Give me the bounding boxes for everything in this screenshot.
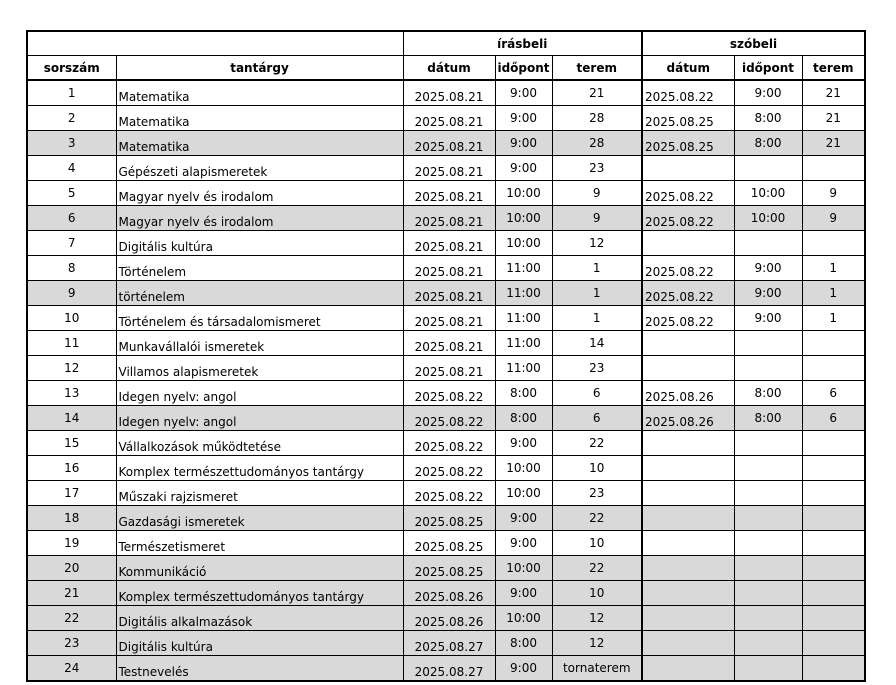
cell-oral-room: 21	[802, 131, 865, 156]
cell-oral-time	[734, 656, 802, 682]
cell-subject: Matematika	[116, 131, 403, 156]
cell-written-time: 8:00	[495, 631, 552, 656]
cell-index: 6	[27, 206, 116, 231]
cell-written-time: 11:00	[495, 281, 552, 306]
cell-written-room: 28	[552, 106, 642, 131]
cell-index: 1	[27, 80, 116, 106]
cell-index: 20	[27, 556, 116, 581]
cell-subject: Idegen nyelv: angol	[116, 381, 403, 406]
cell-oral-room	[802, 631, 865, 656]
table-row	[27, 206, 865, 231]
cell-subject: Gépészeti alapismeretek	[116, 156, 403, 181]
cell-written-date: 2025.08.21	[403, 156, 495, 181]
cell-oral-room	[802, 356, 865, 381]
cell-written-time: 10:00	[495, 206, 552, 231]
cell-subject: Matematika	[116, 80, 403, 106]
cell-written-time: 11:00	[495, 356, 552, 381]
table-row	[27, 256, 865, 281]
cell-oral-room	[802, 331, 865, 356]
col-header-index: sorszám	[27, 56, 116, 81]
cell-oral-room	[802, 481, 865, 506]
cell-oral-room: 6	[802, 406, 865, 431]
cell-subject: Vállalkozások működtetése	[116, 431, 403, 456]
cell-subject: Kommunikáció	[116, 556, 403, 581]
cell-written-time: 9:00	[495, 106, 552, 131]
cell-subject: Történelem	[116, 256, 403, 281]
cell-oral-time: 9:00	[734, 306, 802, 331]
cell-oral-room: 21	[802, 106, 865, 131]
cell-written-date: 2025.08.22	[403, 431, 495, 456]
cell-oral-date	[642, 156, 734, 181]
cell-subject: Idegen nyelv: angol	[116, 406, 403, 431]
cell-written-date: 2025.08.21	[403, 206, 495, 231]
cell-index: 13	[27, 381, 116, 406]
col-header-written-room: terem	[552, 56, 642, 81]
cell-index: 24	[27, 656, 116, 682]
cell-written-date: 2025.08.25	[403, 506, 495, 531]
col-header-oral-date: dátum	[642, 56, 734, 81]
cell-index: 12	[27, 356, 116, 381]
cell-written-date: 2025.08.21	[403, 281, 495, 306]
cell-subject: Természetismeret	[116, 531, 403, 556]
table-row	[27, 656, 865, 682]
cell-written-time: 9:00	[495, 506, 552, 531]
cell-oral-date: 2025.08.22	[642, 80, 734, 106]
cell-oral-room	[802, 231, 865, 256]
cell-written-time: 10:00	[495, 556, 552, 581]
col-header-written-date: dátum	[403, 56, 495, 81]
cell-written-room: 10	[552, 456, 642, 481]
table-row	[27, 556, 865, 581]
cell-written-date: 2025.08.22	[403, 381, 495, 406]
cell-written-time: 10:00	[495, 181, 552, 206]
cell-oral-time	[734, 456, 802, 481]
cell-index: 16	[27, 456, 116, 481]
cell-oral-room	[802, 156, 865, 181]
cell-written-date: 2025.08.22	[403, 456, 495, 481]
cell-index: 11	[27, 331, 116, 356]
cell-written-room: 22	[552, 556, 642, 581]
cell-oral-date	[642, 331, 734, 356]
cell-index: 22	[27, 606, 116, 631]
cell-oral-time: 8:00	[734, 106, 802, 131]
cell-written-room: 12	[552, 631, 642, 656]
cell-oral-room	[802, 606, 865, 631]
cell-oral-room	[802, 531, 865, 556]
cell-written-date: 2025.08.21	[403, 256, 495, 281]
cell-written-room: 1	[552, 281, 642, 306]
cell-written-room: 10	[552, 581, 642, 606]
cell-written-room: 23	[552, 356, 642, 381]
cell-index: 17	[27, 481, 116, 506]
schedule-body	[27, 80, 865, 681]
cell-oral-time	[734, 531, 802, 556]
cell-oral-time	[734, 231, 802, 256]
cell-written-room: 1	[552, 306, 642, 331]
exam-schedule-table	[26, 30, 866, 682]
oral-group-header: szóbeli	[642, 31, 865, 56]
cell-oral-date	[642, 656, 734, 682]
table-row	[27, 281, 865, 306]
cell-index: 15	[27, 431, 116, 456]
cell-written-date: 2025.08.27	[403, 631, 495, 656]
cell-oral-date: 2025.08.25	[642, 106, 734, 131]
cell-oral-time	[734, 331, 802, 356]
cell-oral-date	[642, 531, 734, 556]
cell-oral-date	[642, 581, 734, 606]
cell-subject: Komplex természettudományos tantárgy	[116, 456, 403, 481]
cell-oral-room: 1	[802, 306, 865, 331]
cell-oral-time	[734, 556, 802, 581]
cell-written-time: 9:00	[495, 531, 552, 556]
table-row	[27, 80, 865, 106]
cell-oral-time	[734, 481, 802, 506]
cell-written-date: 2025.08.21	[403, 331, 495, 356]
cell-oral-time	[734, 606, 802, 631]
cell-index: 21	[27, 581, 116, 606]
cell-written-room: 22	[552, 431, 642, 456]
cell-written-time: 8:00	[495, 381, 552, 406]
cell-oral-date	[642, 456, 734, 481]
cell-oral-time: 8:00	[734, 131, 802, 156]
cell-subject: Magyar nyelv és irodalom	[116, 206, 403, 231]
cell-written-room: 10	[552, 531, 642, 556]
cell-written-room: 21	[552, 80, 642, 106]
cell-written-room: tornaterem	[552, 656, 642, 682]
cell-written-room: 28	[552, 131, 642, 156]
cell-written-time: 9:00	[495, 431, 552, 456]
cell-oral-room	[802, 581, 865, 606]
cell-index: 2	[27, 106, 116, 131]
cell-subject: Történelem és társadalomismeret	[116, 306, 403, 331]
cell-oral-room: 1	[802, 256, 865, 281]
cell-oral-room: 9	[802, 206, 865, 231]
cell-subject: Villamos alapismeretek	[116, 356, 403, 381]
cell-written-time: 9:00	[495, 581, 552, 606]
table-row	[27, 181, 865, 206]
cell-written-time: 10:00	[495, 456, 552, 481]
cell-oral-time: 9:00	[734, 256, 802, 281]
table-row	[27, 331, 865, 356]
cell-subject: Digitális kultúra	[116, 231, 403, 256]
cell-written-time: 10:00	[495, 606, 552, 631]
cell-written-time: 9:00	[495, 156, 552, 181]
table-row	[27, 456, 865, 481]
cell-subject: Komplex természettudományos tantárgy	[116, 581, 403, 606]
cell-oral-date	[642, 506, 734, 531]
cell-index: 8	[27, 256, 116, 281]
table-row	[27, 131, 865, 156]
cell-written-date: 2025.08.25	[403, 531, 495, 556]
cell-written-date: 2025.08.21	[403, 306, 495, 331]
cell-subject: Matematika	[116, 106, 403, 131]
cell-oral-date: 2025.08.22	[642, 181, 734, 206]
cell-subject: Magyar nyelv és irodalom	[116, 181, 403, 206]
col-header-subject: tantárgy	[116, 56, 403, 81]
cell-subject: Digitális alkalmazások	[116, 606, 403, 631]
cell-oral-room: 6	[802, 381, 865, 406]
cell-oral-room: 1	[802, 281, 865, 306]
cell-written-room: 6	[552, 406, 642, 431]
cell-oral-room: 21	[802, 80, 865, 106]
cell-oral-time	[734, 431, 802, 456]
cell-written-time: 9:00	[495, 656, 552, 682]
cell-oral-room: 9	[802, 181, 865, 206]
cell-oral-date: 2025.08.22	[642, 306, 734, 331]
cell-oral-time	[734, 631, 802, 656]
cell-index: 23	[27, 631, 116, 656]
table-row	[27, 381, 865, 406]
cell-oral-room	[802, 556, 865, 581]
cell-written-date: 2025.08.26	[403, 606, 495, 631]
cell-oral-date: 2025.08.22	[642, 206, 734, 231]
cell-subject: történelem	[116, 281, 403, 306]
cell-written-room: 1	[552, 256, 642, 281]
cell-written-time: 11:00	[495, 331, 552, 356]
cell-written-room: 9	[552, 181, 642, 206]
cell-oral-date: 2025.08.22	[642, 256, 734, 281]
cell-oral-date: 2025.08.26	[642, 406, 734, 431]
cell-written-date: 2025.08.22	[403, 406, 495, 431]
cell-written-room: 9	[552, 206, 642, 231]
cell-oral-time: 8:00	[734, 381, 802, 406]
cell-written-date: 2025.08.25	[403, 556, 495, 581]
cell-oral-room	[802, 431, 865, 456]
cell-written-room: 6	[552, 381, 642, 406]
table-row	[27, 156, 865, 181]
table-row	[27, 406, 865, 431]
cell-oral-time: 10:00	[734, 181, 802, 206]
cell-oral-date	[642, 231, 734, 256]
cell-written-time: 10:00	[495, 231, 552, 256]
cell-index: 7	[27, 231, 116, 256]
cell-subject: Testnevelés	[116, 656, 403, 682]
cell-index: 3	[27, 131, 116, 156]
cell-index: 18	[27, 506, 116, 531]
cell-oral-date	[642, 356, 734, 381]
table-row	[27, 231, 865, 256]
cell-written-room: 23	[552, 156, 642, 181]
cell-subject: Digitális kultúra	[116, 631, 403, 656]
cell-index: 4	[27, 156, 116, 181]
cell-written-date: 2025.08.27	[403, 656, 495, 682]
cell-oral-time: 9:00	[734, 281, 802, 306]
col-header-oral-room: terem	[802, 56, 865, 81]
cell-subject: Munkavállalói ismeretek	[116, 331, 403, 356]
table-row	[27, 106, 865, 131]
cell-written-date: 2025.08.21	[403, 80, 495, 106]
cell-index: 9	[27, 281, 116, 306]
cell-oral-date: 2025.08.26	[642, 381, 734, 406]
cell-oral-room	[802, 456, 865, 481]
cell-written-room: 14	[552, 331, 642, 356]
cell-subject: Műszaki rajzismeret	[116, 481, 403, 506]
table-row	[27, 581, 865, 606]
header-columns-row	[27, 56, 865, 81]
cell-written-room: 12	[552, 231, 642, 256]
cell-oral-date	[642, 556, 734, 581]
cell-written-date: 2025.08.21	[403, 106, 495, 131]
cell-written-date: 2025.08.21	[403, 356, 495, 381]
cell-written-date: 2025.08.21	[403, 181, 495, 206]
table-row	[27, 356, 865, 381]
cell-oral-room	[802, 506, 865, 531]
table-row	[27, 306, 865, 331]
cell-written-room: 23	[552, 481, 642, 506]
table-row	[27, 431, 865, 456]
header-blank-cell	[27, 31, 403, 56]
header-group-row	[27, 31, 865, 56]
cell-oral-time	[734, 506, 802, 531]
cell-written-room: 12	[552, 606, 642, 631]
cell-written-time: 8:00	[495, 406, 552, 431]
cell-written-time: 11:00	[495, 306, 552, 331]
cell-oral-time: 8:00	[734, 406, 802, 431]
cell-oral-date	[642, 606, 734, 631]
cell-oral-time	[734, 581, 802, 606]
col-header-oral-time: időpont	[734, 56, 802, 81]
cell-subject: Gazdasági ismeretek	[116, 506, 403, 531]
cell-written-date: 2025.08.22	[403, 481, 495, 506]
cell-oral-date	[642, 481, 734, 506]
cell-written-date: 2025.08.26	[403, 581, 495, 606]
cell-oral-time	[734, 356, 802, 381]
written-group-header: írásbeli	[403, 31, 642, 56]
cell-oral-room	[802, 656, 865, 682]
cell-oral-date: 2025.08.25	[642, 131, 734, 156]
cell-index: 14	[27, 406, 116, 431]
table-row	[27, 481, 865, 506]
cell-index: 10	[27, 306, 116, 331]
table-row	[27, 531, 865, 556]
table-row	[27, 506, 865, 531]
cell-written-time: 11:00	[495, 256, 552, 281]
cell-oral-time	[734, 156, 802, 181]
col-header-written-time: időpont	[495, 56, 552, 81]
cell-oral-date	[642, 631, 734, 656]
cell-oral-time: 10:00	[734, 206, 802, 231]
cell-written-time: 10:00	[495, 481, 552, 506]
cell-written-date: 2025.08.21	[403, 231, 495, 256]
cell-oral-date	[642, 431, 734, 456]
cell-index: 5	[27, 181, 116, 206]
table-row	[27, 631, 865, 656]
cell-written-room: 22	[552, 506, 642, 531]
cell-index: 19	[27, 531, 116, 556]
cell-oral-time: 9:00	[734, 80, 802, 106]
cell-oral-date: 2025.08.22	[642, 281, 734, 306]
table-row	[27, 606, 865, 631]
cell-written-date: 2025.08.21	[403, 131, 495, 156]
cell-written-time: 9:00	[495, 131, 552, 156]
cell-written-time: 9:00	[495, 80, 552, 106]
